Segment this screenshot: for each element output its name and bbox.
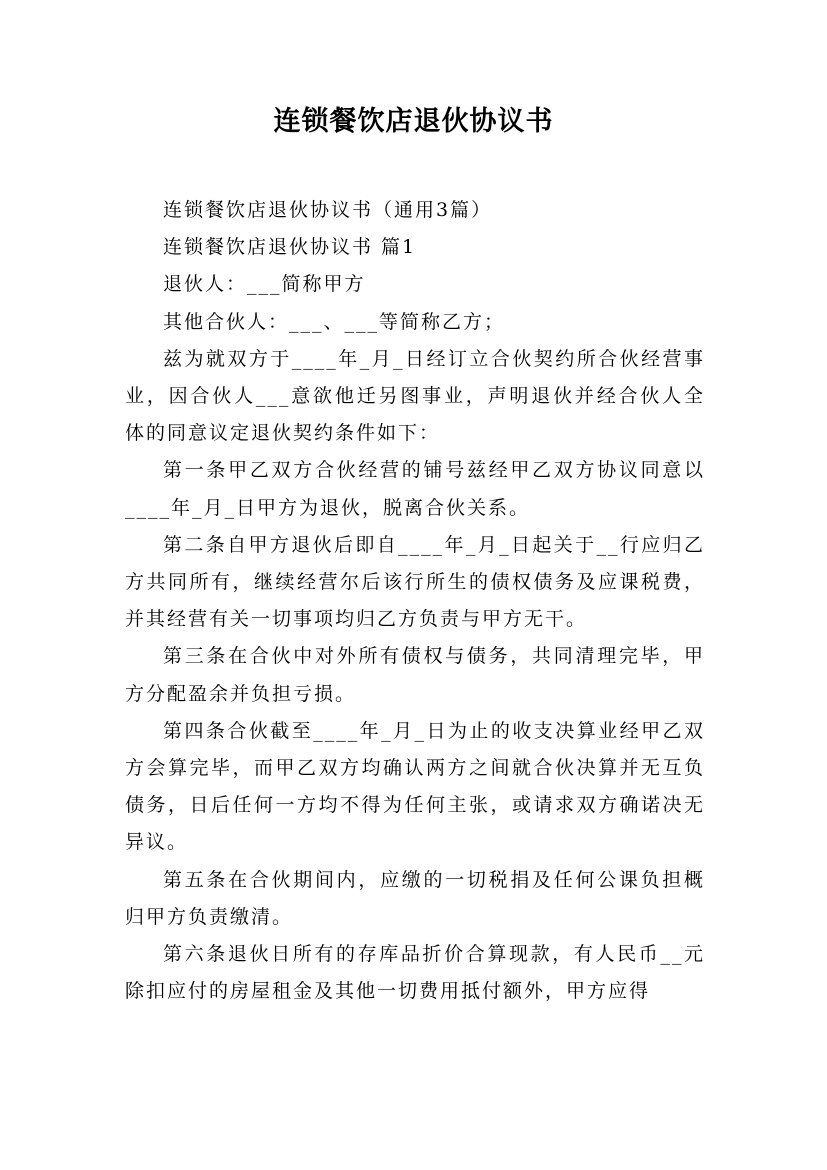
clause-3: 第三条在合伙中对外所有债权与债务，共同清理完毕，甲方分配盈余并负担亏损。 [125,645,705,705]
clause-2: 第二条自甲方退伙后即自____年_月_日起关于__行应归乙方共同所有，继续经营尔后该行所生的债权债务及应课税费，并其经营有关一切事项均归乙方负责与甲方无干。 [125,533,705,631]
article-heading: 连锁餐饮店退伙协议书 篇1 [163,236,417,259]
party-b-line: 其他合伙人：___、___等简称乙方； [163,310,506,333]
clause-5: 第五条在合伙期间内，应缴的一切税捐及任何公课负担概归甲方负责缴清。 [125,868,705,928]
document-title: 连锁餐饮店退伙协议书 [273,106,554,137]
clause-1: 第一条甲乙双方合伙经营的铺号兹经甲乙双方协议同意以____年_月_日甲方为退伙，脱离合伙关系。 [125,459,705,519]
preamble-paragraph: 兹为就双方于____年_月_日经订立合伙契约所合伙经营事业，因合伙人___意欲他迁另图事业，声明退伙并经合伙人全体的同意议定退伙契约条件如下： [125,347,705,445]
document-body [125,192,705,1010]
clause-6: 第六条退伙日所有的存库品折价合算现款，有人民币__元除扣应付的房屋租金及其他一切费用抵付额外，甲方应得 [125,943,705,1003]
collection-heading: 连锁餐饮店退伙协议书（通用3篇） [163,199,493,221]
clause-4: 第四条合伙截至____年_月_日为止的收支决算业经甲乙双方会算完毕，而甲乙双方均确认两方之间就合伙决算并无互负债务，日后任何一方均不得为任何主张，或请求双方确诺决无异议。 [125,719,705,854]
party-a-line: 退伙人：___简称甲方 [163,273,366,296]
